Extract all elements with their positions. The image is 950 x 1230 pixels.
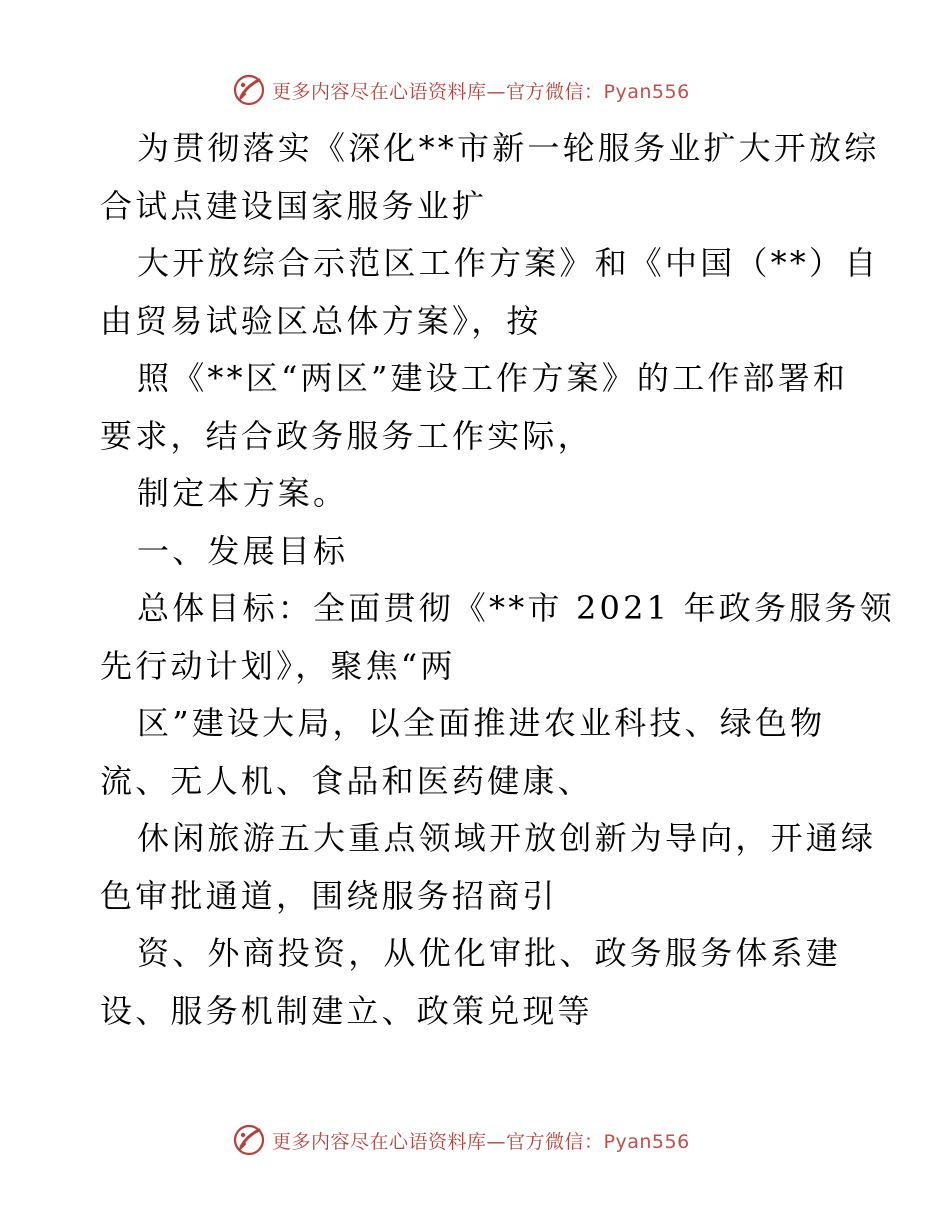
watermark-wechat-id: Pyan556 xyxy=(603,1130,690,1153)
body-line: 休闲旅游五大重点领域开放创新为导向，开通绿 xyxy=(137,819,877,857)
body-line: 总体目标：全面贯彻《**市 2021 年政务服务领 xyxy=(137,589,895,627)
body-line: 要求，结合政务服务工作实际， xyxy=(100,416,593,455)
brush-logo-icon xyxy=(232,1123,266,1157)
brush-logo-icon xyxy=(232,73,266,107)
watermark-text: 更多内容尽在心语资料库—官方微信：Pyan556 xyxy=(272,1130,690,1153)
watermark-text: 更多内容尽在心语资料库—官方微信：Pyan556 xyxy=(272,80,690,103)
body-line: 照《**区“两区”建设工作方案》的工作部署和 xyxy=(137,359,849,397)
body-line: 为贯彻落实《深化**市新一轮服务业扩大开放综 xyxy=(137,129,880,167)
section-heading: 一、发展目标 xyxy=(137,531,349,570)
body-line: 制定本方案。 xyxy=(137,474,349,512)
body-line: 合试点建设国家服务业扩 xyxy=(100,186,488,225)
body-line: 区”建设大局，以全面推进农业科技、绿色物 xyxy=(137,704,826,742)
body-line: 大开放综合示范区工作方案》和《中国（**）自 xyxy=(137,244,880,282)
footer-watermark xyxy=(232,1120,712,1160)
document-body xyxy=(100,120,895,1040)
body-line: 资、外商投资，从优化审批、政务服务体系建 xyxy=(137,934,842,972)
body-line: 先行动计划》，聚焦“两 xyxy=(100,646,456,685)
body-line: 流、无人机、食品和医药健康、 xyxy=(100,761,593,800)
body-line: 色审批通道，围绕服务招商引 xyxy=(100,876,558,915)
header-watermark xyxy=(232,70,712,110)
body-line: 由贸易试验区总体方案》，按 xyxy=(100,301,542,340)
body-line: 设、服务机制建立、政策兑现等 xyxy=(100,991,593,1030)
watermark-wechat-id: Pyan556 xyxy=(603,80,690,103)
